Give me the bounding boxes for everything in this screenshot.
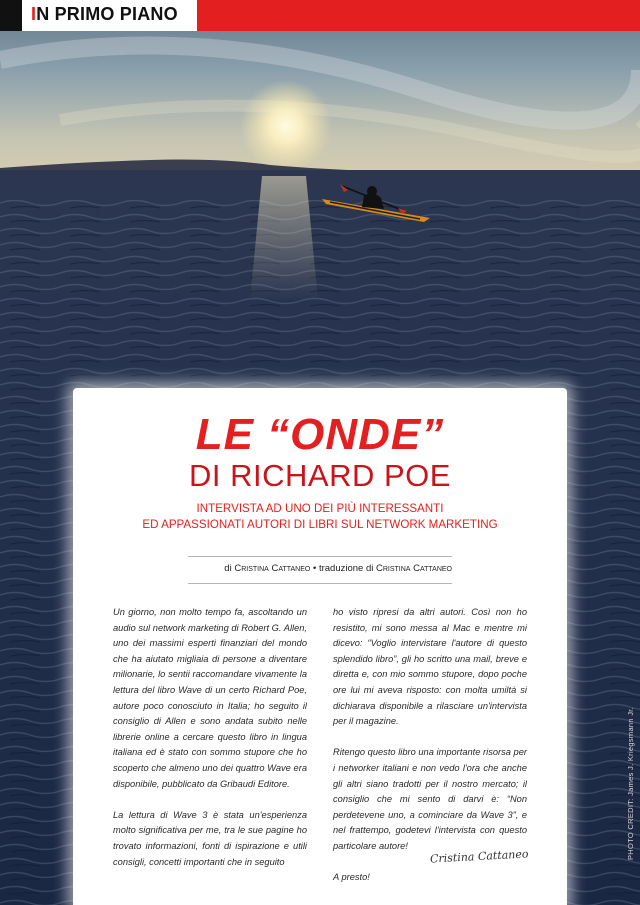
article-column-left — [113, 605, 307, 886]
paragraph: ho visto ripresi da altri autori. Così non ho resistito, mi sono messa al Mac e mentre mi dicevo: “Voglio intervistare l'autore di questo splendido libro”, gli ho scritto una mail, breve e diretta e, con mio sommo stupore, dopo poche ore lui mi aveva risposto: con molta umiltà si dichiarava disponibile a rilasciare un'intervista per il magazine. — [333, 607, 527, 727]
tab-stripe — [0, 0, 22, 31]
byline-top-rule — [188, 556, 452, 557]
byline-bullet: • — [312, 563, 317, 574]
article-title: LE “ONDE” — [195, 410, 445, 459]
author-name: Cristina Cattaneo — [234, 563, 311, 574]
translation-prefix: traduzione di — [318, 563, 374, 574]
translator-name: Cristina Cattaneo — [376, 563, 452, 574]
author-signature: Cristina Cattaneo — [429, 847, 529, 866]
closing-line: A presto! — [333, 872, 370, 883]
article-subtitle — [0, 501, 640, 533]
subtitle-line-1: INTERVISTA AD UNO DEI PIÙ INTERESSANTI — [196, 502, 444, 515]
byline-bottom-rule — [188, 583, 452, 584]
paragraph: Ritengo questo libro una importante risorsa per i networker italiani e non vedo l'ora che anche gli altri siano tradotti per il nostro mercato; il consiglio che mi sento di darvi è: “Non perdetevene uno, a cominciare da Wave 3”, e nel frattempo, godetevi l'intervista con questo particolare autore! — [333, 747, 527, 851]
byline-prefix: di — [224, 563, 232, 574]
section-label-initial: I — [31, 4, 37, 24]
section-label — [31, 4, 178, 25]
article-title-secondary: DI RICHARD POE — [189, 458, 451, 493]
byline — [188, 563, 452, 574]
paragraph: La lettura di Wave 3 è stata un'esperienza molto significativa per me, tra le sue pagine ho trovato informazioni, fonti di ispirazione e utili consigli, concetti importanti che in seguito — [113, 809, 307, 867]
tab-divider — [22, 0, 25, 31]
photo-credit: PHOTO CREDIT: James J. Kriegsmann Jr. — [626, 706, 635, 860]
section-tab — [0, 0, 197, 31]
section-label-rest: N PRIMO PIANO — [36, 4, 178, 24]
paragraph: Un giorno, non molto tempo fa, ascoltando un audio sul network marketing di Robert G. Allen, uno dei massimi esperti finanziari del mondo che ha aiutato migliaia di persone a diventare milionarie, lo sentii raccomandare vivamente la lettura del libro Wave di un certo Richard Poe, autore poco conosciuto in Italia; ho seguito il consiglio di Allen e sono andata subito nelle librerie online a cercare questo libro in lingua italiana ed è stato con sommo stupore che ho scoperto che almeno uno dei quattro Wave era disponibile, pubblicato da Gribaudi Editore. — [113, 607, 307, 789]
subtitle-line-2: ED APPASSIONATI AUTORI DI LIBRI SUL NETWORK MARKETING — [142, 518, 498, 531]
